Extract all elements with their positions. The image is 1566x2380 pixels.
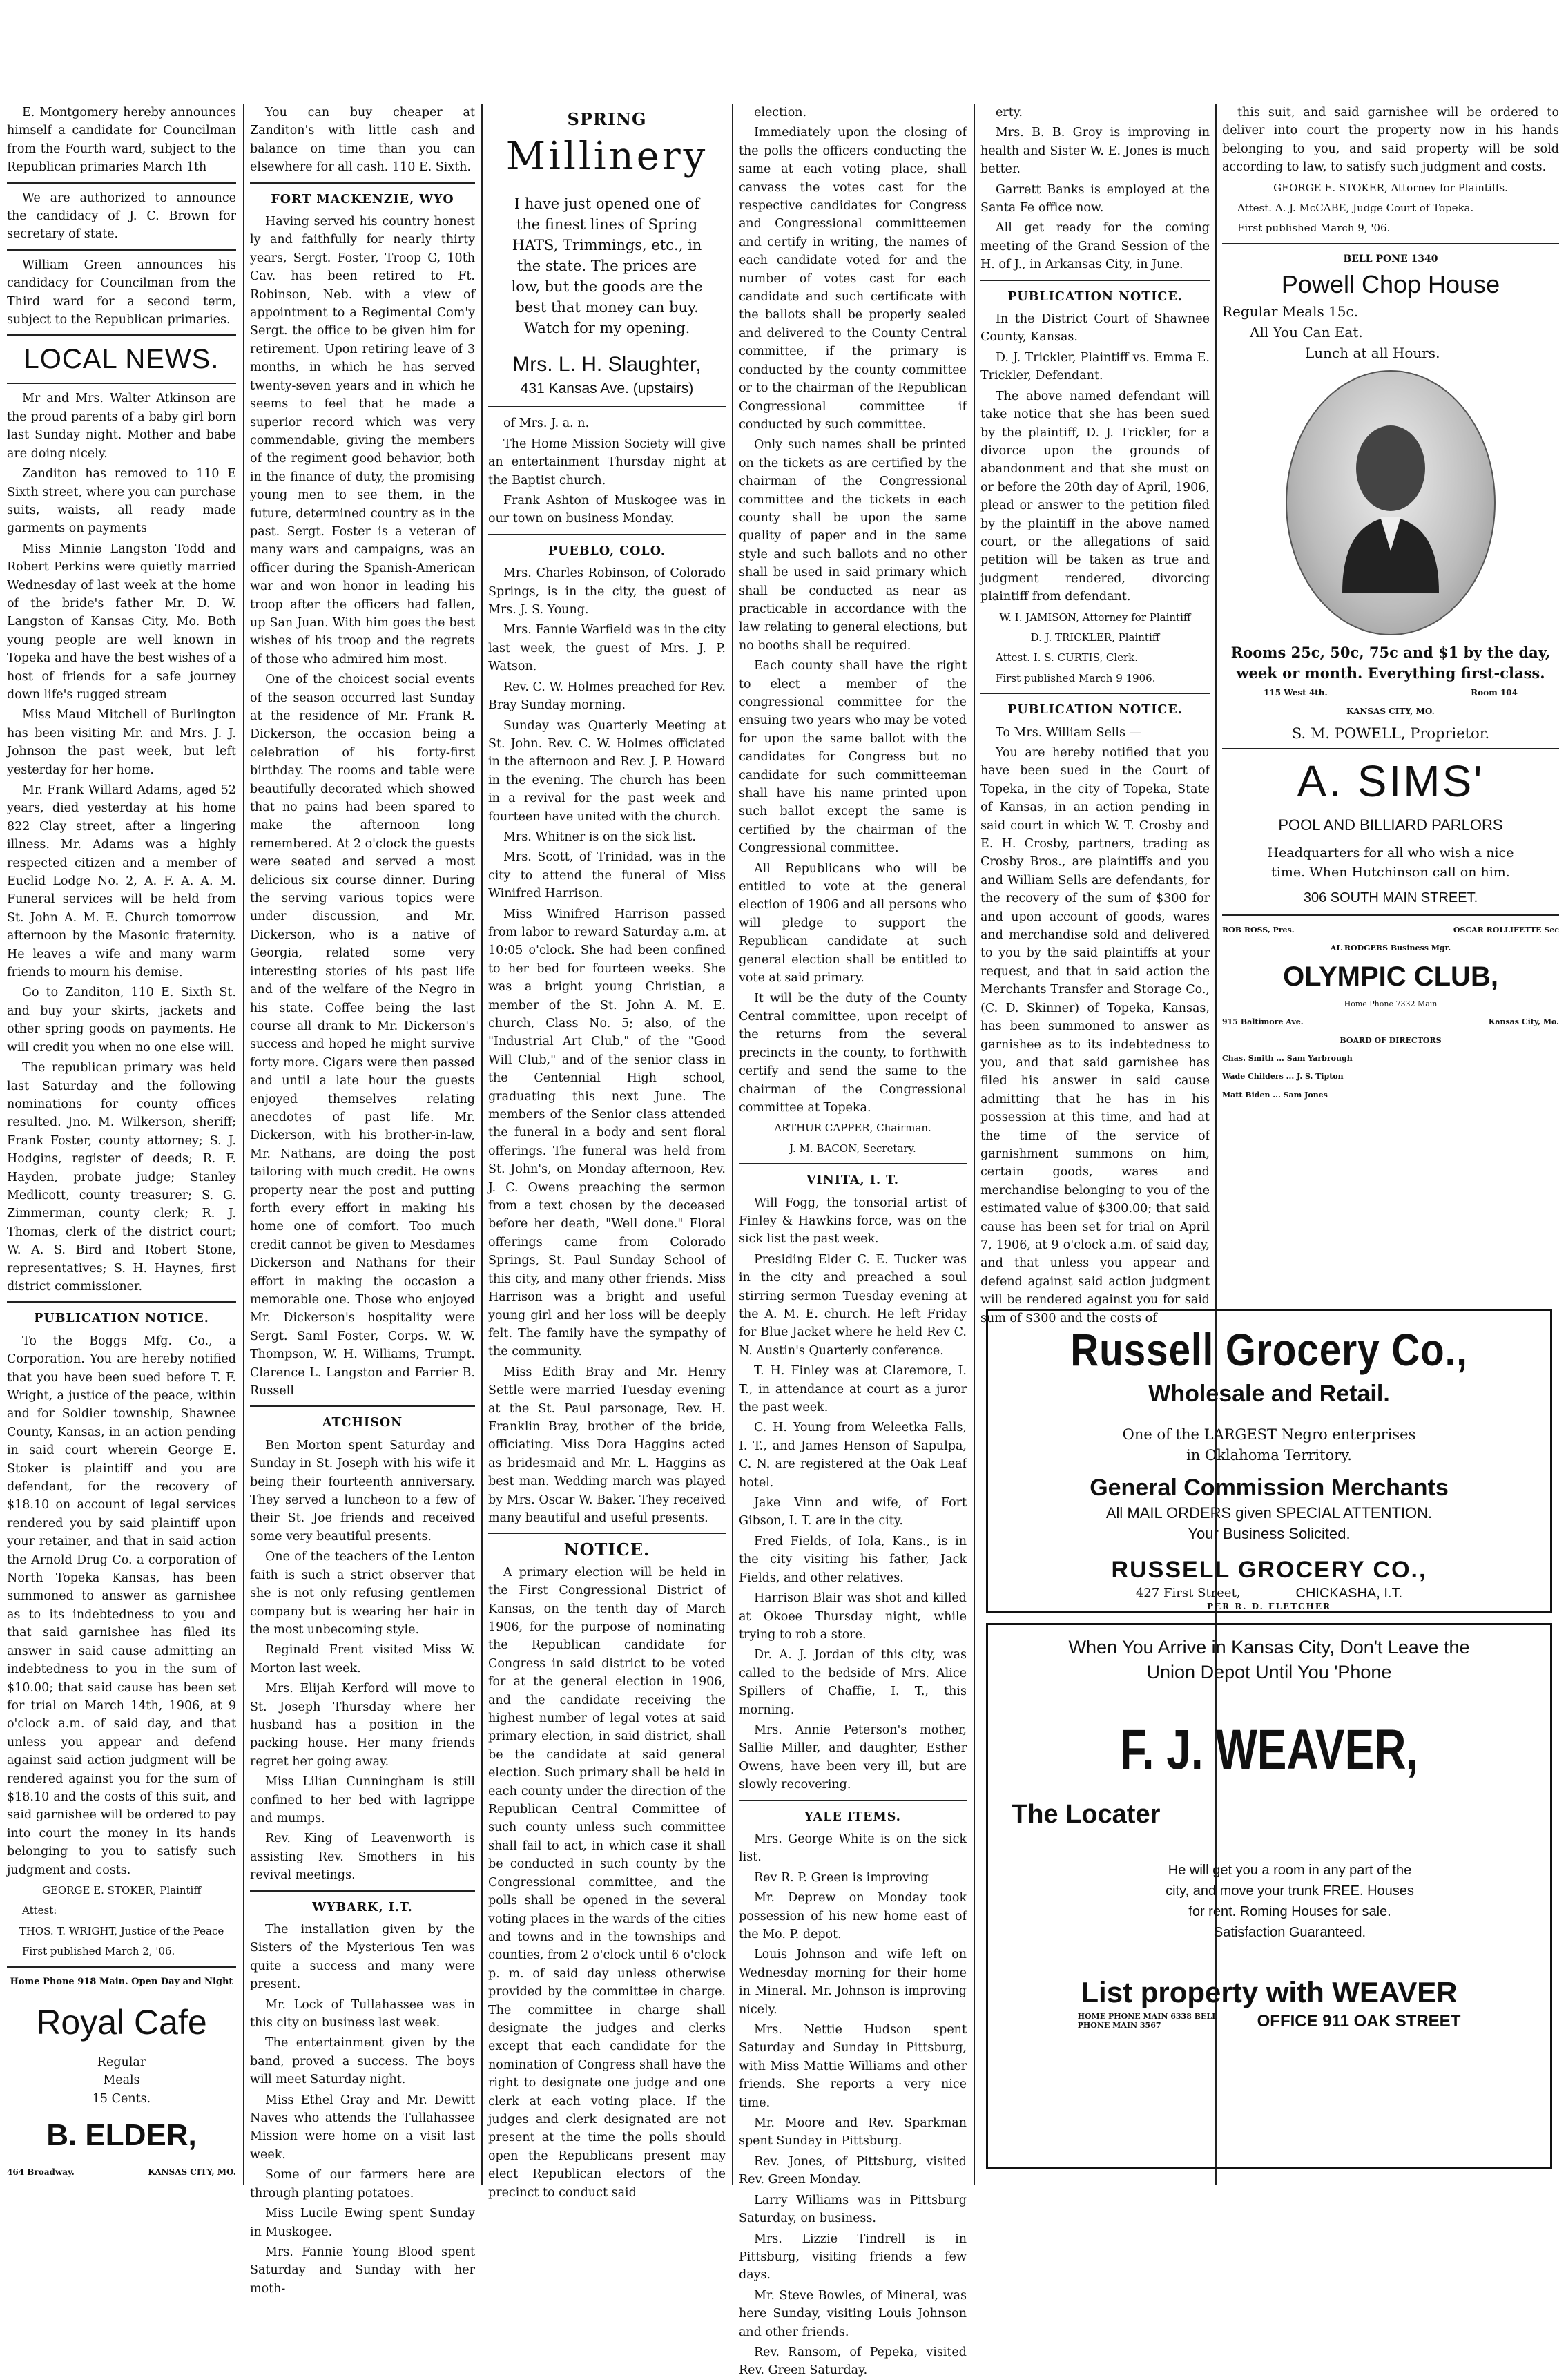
news-item: Miss Lilian Cunningham is still confined to her bed with lagrippe and mumps. [250,1775,475,1825]
sims-body: Headquarters for all who wish a nice time. When Hutchinson call on him. [1267,845,1514,881]
olympic-officer: OSCAR ROLLIFETTE Sec [1453,925,1559,934]
russell-grocery-ad [986,1309,1552,1613]
news-item: Larry Williams was in Pittsburg Saturday, on business. [739,2193,967,2226]
news-item: Mr and Mrs. Walter Atkinson are the proud parents of a baby girl born last Sunday night. Mother and babe are doing nicely. [7,392,236,461]
sims-title: A. SIMS' [1297,756,1485,807]
attest-label: Attest: [22,1904,57,1917]
news-item: Only such names shall be printed on the tickets as are certified by the chairman of the Congressional committee and the tickets in each county shall be upon the same quality of paper and in the same style and such ballots and no other shall be used in said primary which shall be conducted as near as practicable in accordance with the law relating to general elections, but no booths shall be required. [739,438,967,653]
news-item: Mrs. Fannie Young Blood spent Saturday and Sunday with her moth- [250,2245,475,2296]
news-item: Mrs. Fannie Warfield was in the city last week, the guest of Mrs. J. P. Watson. [488,623,726,674]
attest-line: Attest. I. S. CURTIS, Clerk. [996,651,1139,664]
russell-name: RUSSELL GROCERY CO., [1111,1557,1427,1583]
notice-heading: NOTICE. [563,1539,650,1560]
powell-phone: BELL PONE 1340 [1343,253,1438,265]
news-item: Sunday was Quarterly Meeting at St. John. Rev. C. W. Holmes officiated in the afternoon and Rev. J. P. Howard in the evening. The church has been in a revival for the past week and fourteen have united with the church. [488,718,726,824]
column-4 [739,104,967,2378]
powell-rooms: Rooms 25c, 50c, 75c and $1 by the day, week or month. Everything first-class. [1230,644,1551,682]
legal-notice-body: this suit, and said garnishee will be ordered to deliver into court the property now in his hands belonging to you, and said property will be sold according to law, to satisfy such judgment and costs. [1222,106,1559,175]
news-item: erty. [996,106,1023,119]
weaver-tagline: When You Arrive in Kansas City, Don't Leave the Union Depot Until You 'Phone [1068,1637,1470,1682]
section-heading: WYBARK, I.T. [312,1900,413,1914]
sims-subtitle: POOL AND BILLIARD PARLORS [1278,816,1503,834]
news-item: Jake Vinn and wife, of Fort Gibson, I. T. are in the city. [739,1496,967,1528]
news-item: Immediately upon the closing of the polls the officers conducting the same at each voting place, shall canvass the votes cast for the respective candidates for Congress and Congressional committeemen and certify in writing, the names of each candidate voted for and the number of votes cast for each candidate and such certificate with the ballots shall be properly sealed and delivered to the County Central committee, if the primary is conducted by the county committee or to the chairman of the Republican Congressional committee if conducted by such committee. [739,126,967,432]
announcement: William Green announces his candidacy for Councilman from the Third ward for a second term, subject to the Republican primaries. [7,258,236,327]
weaver-name: F. J. WEAVER, [1119,1718,1419,1781]
legal-notice-body: The above named defendant will take notice that she has been sued by the plaintiff, D. J. Trickler, for a divorce upon the grounds of abandonment and that she must on or before the 20th day of April, 1906, plead or answer to the petition filed by the plaintiff in the above named court, or the allegations of said petition will be taken as true and judgment rendered, divorcing plaintiff from defendant. [980,389,1210,604]
portrait-figure [1328,413,1453,593]
russell-line-bold: General Commission Merchants [1090,1475,1449,1501]
weaver-list: List property with WEAVER [1081,1976,1458,2008]
weaver-subtitle: The Locater [1012,1800,1161,1829]
russell-title: Russell Grocery Co., [1070,1324,1468,1375]
column-rule [732,104,733,2185]
russell-line: One of the LARGEST Negro enterprises in Oklahoma Territory. [1122,1426,1416,1463]
royal-cafe-city: KANSAS CITY, MO. [148,2167,236,2178]
olympic-director: Matt Biden ... Sam Jones [1222,1090,1328,1100]
royal-cafe-line: Meals [103,2073,140,2088]
news-item: Mr. Lock of Tullahassee was in this city on business last week. [250,1997,475,2031]
news-item: Rev. C. W. Holmes preached for Rev. Bray Sunday morning. [488,680,726,713]
news-item: C. H. Young from Weleetka Falls, I. T., and James Henson of Sapulpa, C. N. are registered at the Oak Leaf hotel. [739,1421,967,1490]
news-item: The entertainment given by the band, proved a success. The boys will meet Saturday night. [250,2036,475,2087]
news-item: Mr. Moore and Rev. Sparkman spent Sunday in Pittsburg. [739,2116,967,2149]
powell-line: Regular Meals 15c. [1222,303,1359,320]
column-1 [7,104,236,2185]
news-item: Mrs. B. B. Groy is improving in health and Sister W. E. Jones is much better. [980,126,1210,177]
news-item: Will Fogg, the tonsorial artist of Finley & Hawkins force, was on the sick list the past week. [739,1196,967,1247]
signature: GEORGE E. STOKER, Plaintiff [41,1883,202,1897]
russell-city: CHICKASHA, I.T. [1295,1586,1403,1601]
olympic-title: OLYMPIC CLUB, [1283,961,1498,992]
news-item: Harrison Blair was shot and killed at Okoee Thursday night, while trying to rob a store. [739,1591,967,1642]
olympic-address: 915 Baltimore Ave. [1222,1017,1304,1027]
published-date: First published March 9, '06. [1237,222,1391,235]
sims-address: 306 SOUTH MAIN STREET. [1303,890,1478,906]
russell-per: PER R. D. FLETCHER [1206,1602,1332,1611]
powell-city: KANSAS CITY, MO. [1346,706,1435,716]
news-item: The republican primary was held last Saturday and the following nominations for county offices resulted. Jno. M. Wilkerson, sheriff; Frank Foster, county attorney; S. J. Hodgins, register of deeds; R. F. Hayden, probate judge; Stanley Medlicott, county treasurer; S. G. Zimmerman, county clerk; R. J. Thomas, clerk of the district court; W. A. S. Bird and Robert Stone, representatives; S. H. Haynes, first district commissioner. [7,1061,236,1294]
news-item: Miss Maud Mitchell of Burlington has been visiting Mr. and Mrs. J. J. Johnson the past week, but left yesterday for her home. [7,708,236,777]
section-heading: FORT MACKENZIE, WYO [271,192,454,207]
news-item: The installation given by the Sisters of the Mysterious Ten was quite a success and many were present. [250,1923,475,1992]
royal-cafe-line: Regular [97,2055,146,2069]
news-item: Some of our farmers here are through planting potatoes. [250,2168,475,2200]
published-date: First published March 2, '06. [22,1945,175,1958]
russell-subtitle: Wholesale and Retail. [1148,1381,1390,1407]
notice-heading: PUBLICATION NOTICE. [34,1312,209,1326]
news-item: Zanditon has removed to 110 E Sixth street, where you can purchase suits, waists, all ready made garments on payments [7,467,236,536]
ad-name: Mrs. L. H. Slaughter, [512,353,702,376]
news-item: Louis Johnson and wife left on Wednesday morning for their home in Mineral. Mr. Johnson is improving nicely. [739,1948,967,2017]
legal-notice-body: You are hereby notified that you have been sued in the Court of Topeka, in the city of Topeka, State of Kansas, in an action pending in said court in which W. T. Crosby and E. H. Crosby, partners, trading as Crosby Bros., are plaintiffs and you and William Sells are defendants, for the recovery of the sum of $300 for and upon account of goods, wares and merchandise sold and delivered to you by the said plaintiffs at your request, and that in said action the Merchants Transfer and Storage Co., (C. D. Skinner) of Topeka, Kansas, has been summoned to answer as garnishee as to its indebtedness to you, and that said garnishee has filed his answer in said cause admitting that he has in his possession at this time, and had at the time of the service of garnishment summons on him, certain goods, wares and merchandise belonging to you of the estimated value of $300.00; that said cause has been set for trial on April 7, 1906, at 9 o'clock a.m. of said day, and that unless you appear and defend against said action judgment will be rendered against you for said sum of $300 and the costs of [980,746,1210,1325]
news-item: Mr. Steve Bowles, of Mineral, was here Sunday, visiting Louis Johnson and other friends. [739,2288,967,2339]
news-item: Mrs. Lizzie Tindrell is in Pittsburg, visiting friends a few days. [739,2232,967,2283]
ad-title: Millinery [505,134,708,180]
millinery-ad [488,111,726,407]
weaver-ad [986,1623,1552,2169]
powell-room: Room 104 [1471,688,1518,698]
notice-heading: PUBLICATION NOTICE. [1007,289,1183,304]
court-line: In the District Court of Shawnee County, Kansas. [980,312,1210,345]
signature: ARTHUR CAPPER, Chairman. [774,1122,931,1135]
news-item: Reginald Frent visited Miss W. Morton last week. [250,1643,475,1676]
ad-address: 431 Kansas Ave. (upstairs) [520,381,694,397]
section-heading: VINITA, I. T. [806,1173,899,1188]
news-item: Miss Ethel Gray and Mr. Dewitt Naves who attends the Tullahassee Mission were home on a visit last week. [250,2093,475,2162]
section-heading: YALE ITEMS. [804,1810,901,1824]
notice-body: A primary election will be held in the First Congressional District of Kansas, on the tenth day of March 1906, for the purpose of nominating the Republican candidate for Congress in said district to be voted for at the general election in 1906, and the candidate receiving the highest number of legal votes at said primary election, in said district, shall be the candidate at said general election. Such primary shall be held in each county under the direction of the Republican Central Committee of such county unless such committee shall fail to act, in which case it shall be conducted in such county by the Congressional committee, and the polls shall be opened in the several voting places in the wards of the cities and towns and in the townships and counties, from 2 o'clock until 6 o'clock p. m. of said day unless otherwise provided by the committee in charge. The committee in charge shall designate the judges and clerks except that each candidate for the nomination of Congress shall have the right to designate one judge and one clerk at each voting place. If the judges and clerk designated are not present at the time the polls should open the Republicans present may elect Republican electors of the precinct to conduct said [488,1565,726,2200]
weaver-phones: HOME PHONE MAIN 6338 BELL PHONE MAIN 3567 [1077,2012,1217,2030]
russell-address: 427 First Street, [1135,1586,1241,1600]
olympic-officer: ROB ROSS, Pres. [1222,925,1295,934]
olympic-officer: AL RODGERS Business Mgr. [1330,943,1451,953]
news-item: All Republicans who will be entitled to vote at the general election of 1906 and all persons who will pledge to support the Republican candidate at such general election shall be entitled to vote at said primary. [739,861,967,986]
news-item: Mrs. Charles Robinson, of Colorado Springs, is in the city, the guest of Mrs. J. S. Young. [488,566,726,617]
news-item: Frank Ashton of Muskogee was in our town on business Monday. [488,494,726,526]
portrait-image [1286,370,1496,635]
announcement: E. Montgomery hereby announces himself a candidate for Councilman from the Fourth ward, subject to the Republican primaries March 1th [7,106,236,175]
olympic-director: Chas. Smith ... Sam Yarbrough [1222,1053,1353,1063]
section-heading-local-news: LOCAL NEWS. [23,344,220,375]
news-item: Miss Edith Bray and Mr. Henry Settle were married Tuesday evening at the St. Paul parsonage, Rev. H. Franklin Bray, brother of the bride, officiating. Miss Dora Haggins acted as bridesmaid and Mr. L. Haggins as best man. Wedding march was played by Mrs. Oscar W. Baker. They received many beautiful and useful presents. [488,1365,726,1525]
news-item: Having served his country honest ly and faithfully for nearly thirty years, Sergt. Foster, Troop G, 10th Cav. has been retired to Ft. Robinson, Neb. with a view of appointment to a Regimental Com'y Sergt. the office to be given him for retirement. Upon retiring leave of 3 months, in which he has served twenty-seven years and in which he seems to feel that he made a superior record which was very commendable, giving the members of the regiment good behavior, both in the finance of duty, the promising young men to see them, in the future, determined country as in the past. Sergt. Foster is a veteran of many wars and campaigns, was an officer during the Spanish-American war and won honor in leading his troop after the officers had fallen, up San Juan. With him goes the best wishes of his troop and the regrets of those who admired him most. [250,215,475,666]
signature: THOS. T. WRIGHT, Justice of the Peace [19,1924,224,1937]
news-item: Mr. Frank Willard Adams, aged 52 years, died yesterday at his home 822 Clay street, after a lingering illness. Mr. Adams was a highly respected citizen and a member of Euclid Lodge No. 2, A. F. A. A. M. Funeral services will be held from St. John A. M. E. Church tomorrow afternoon by the Masonic fraternity. He leaves a wife and many warm friends to mourn his demise. [7,783,236,980]
news-item: Mrs. Scott, of Trinidad, was in the city to attend the funeral of Miss Winifred Harrison. [488,850,726,901]
ad-body: I have just opened one of the finest lines of Spring HATS, Trimmings, etc., in the state. The prices are low, but the goods are the best that money can buy. Watch for my opening. [511,195,703,337]
notice-addressee: To Mrs. William Sells — [996,725,1142,740]
signature: GEORGE E. STOKER, Attorney for Plaintiffs. [1273,181,1508,194]
royal-cafe-phone: Home Phone 918 Main. Open Day and Night [10,1976,233,1987]
column-2 [250,104,475,2296]
powell-line: All You Can Eat. [1250,324,1363,341]
news-item: Go to Zanditon, 110 E. Sixth St. and buy your skirts, jackets and other spring goods on payments. He will credit you when no one else will. [7,986,236,1055]
powell-title: Powell Chop House [1281,270,1500,299]
news-item: Rev. Ransom, of Pepeka, visited Rev. Green Saturday. [739,2345,967,2378]
news-item: Dr. A. J. Jordan of this city, was called to the bedside of Mrs. Alice Spillers of Chaffie, I. T., this morning. [739,1648,967,1717]
royal-cafe-title: Royal Cafe [36,2003,207,2042]
olympic-phone: Home Phone 7332 Main [1344,999,1438,1008]
news-item: Rev. King of Leavenworth is assisting Rev. Smothers in his revival meetings. [250,1832,475,1883]
column-6 [1222,104,1559,1294]
news-item: Mrs. George White is on the sick list. [739,1832,967,1865]
royal-cafe-address: 464 Broadway. [7,2167,75,2178]
news-item: One of the choicest social events of the season occurred last Sunday at the residence of Mr. Frank R. Dickerson, the occasion being a celebration of his forty-first birthday. The rooms and table were beautifully decorated which showed that no pains had been spared to make the afternoon long remembered. At 2 o'clock the guests were seated and served a most delicious six course dinner. During the serving various topics were under discussion, and Mr. Dickerson, who is a native of Georgia, related some very interesting stories of his past life and of the welfare of the Negro in his state. Coffee being the last course all drank to Mr. Dickerson's success and hoped he might survive forty more. Cigars were then passed and until a late hour the guests enjoyed themselves relating anecdotes of past life. Mr. Dickerson, with his brother-in-law, Mr. Nathans, are doing the post tailoring with much credit. He owns property near the post and putting forth every effort in making his home one of comfort. Too much credit cannot be given to Mesdames Dickerson and Nathans for their effort in making the occasion a memorable one. Those who enjoyed Mr. Dickerson's hospitality were Sergt. Saml Foster, Corps. W. W. Thompson, W. H. Williams, Trumpt. Clarence L. Langston and Farrier B. Russell [250,673,475,1399]
signature: D. J. TRICKLER, Plaintiff [1030,631,1160,644]
ad-kicker: SPRING [567,109,647,129]
signature: W. I. JAMISON, Attorney for Plaintiff [999,611,1191,624]
column-rule [243,104,244,2185]
column-3 [488,104,726,2200]
news-item: Miss Winifred Harrison passed from labor to reward Saturday a.m. at 10:05 o'clock. She had been confined to her bed for fourteen weeks. She was a bright young Christian, a member of the St. John A. M. E. church, Class No. 5; also, of the "Industrial Art Club," of the "Good Will Club," and of the senior class in the Centennial High school, graduating this next June. The members of the Senior class attended the funeral in a body and sent floral offerings. The funeral was held from St. John's, on Monday afternoon, Rev. J. C. Owens preaching the sermon from a text chosen by the deceased before her death, "Well done." Floral offerings came from Colorado Springs, St. Paul Sunday School of this city, and many other friends. Miss Harrison was a bright and useful young girl and her loss will be deeply felt. The family have the sympathy of the community. [488,907,726,1359]
signature: J. M. BACON, Secretary. [789,1142,916,1155]
parties-line: D. J. Trickler, Plaintiff vs. Emma E. Trickler, Defendant. [980,350,1210,383]
news-item: Ben Morton spent Saturday and Sunday in St. Joseph with his wife it being their fourteenth anniversary. They served a luncheon to a few of their St. Joe friends and received some very beautiful presents. [250,1438,475,1544]
powell-line: Lunch at all Hours. [1305,345,1440,362]
news-item: Mrs. Whitner is on the sick list. [503,829,696,844]
royal-cafe-owner: B. ELDER, [46,2118,197,2153]
weaver-body: He will get you a room in any part of the city, and move your trunk FREE. Houses for rent. Roming Houses for sale. Satisfaction Guaranteed. [1166,1863,1414,1940]
news-item: Mrs. Annie Peterson's mother, Sallie Miller, and daughter, Esther Owens, have been very ill, but are slowly recovering. [739,1722,967,1792]
russell-line: All MAIL ORDERS given SPECIAL ATTENTION. Your Business Solicited. [1105,1504,1433,1542]
legal-notice-body: To the Boggs Mfg. Co., a Corporation. You are hereby notified that you have been sued before T. F. Wright, a justice of the peace, within and for Soldier township, Shawnee County, Kansas, in an action pending in said court wherein George E. Stoker is plaintiff and you are defendant, for the recovery of $18.10 on account of legal services rendered you by said plaintiff upon your retainer, and that in said action the Arnold Drug Co. a corporation of North Topeka Kansas, has been summoned to answer as garnishee as to its indebtedness to you and that said garnishee has filed its answer in said cause admitting an indebtedness to you in the sum of $10.00; that said cause has been set for trial on March 14th, 1906, at 9 o'clock a.m. of said day, and that unless you appear and defend against said action judgment will be rendered against you for the sum of $18.10 and the costs of this suit, and said garnishee will be ordered to pay into court the money in its hands belonging to you to satisfy such judgment and costs. [7,1334,236,1877]
news-item: T. H. Finley was at Claremore, I. T., in attendance at court as a juror the past week. [739,1364,967,1415]
news-item: Rev R. P. Green is improving [754,1870,929,1885]
column-rule [974,104,975,2185]
announcement: We are authorized to announce the candidacy of J. C. Brown for secretary of state. [7,191,236,242]
news-item: Each county shall have the right to elect a member of the congressional committee for the ensuing two years who may be voted for upon the same ballot with the candidates for Congress but no candidate for such committeeman shall have his name printed upon such ballot except the same is certified by the chairman of the Congressional committee. [739,659,967,856]
weaver-office: OFFICE 911 OAK STREET [1257,2012,1461,2031]
powell-address: 115 West 4th. [1264,688,1328,698]
news-item: All get ready for the coming meeting of the Grand Session of the H. of J., in Arkansas City, in June. [980,221,1210,272]
powell-proprietor: S. M. POWELL, Proprietor. [1291,725,1490,742]
news-item: Presiding Elder C. E. Tucker was in the city and preached a soul stirring sermon Tuesday evening at the A. M. E. church. He left Friday for Blue Jacket where he held Rev C. N. Austin's Quarterly conference. [739,1252,967,1358]
news-item: The Home Mission Society will give an entertainment Thursday night at the Baptist church. [488,436,726,488]
section-heading: ATCHISON [322,1416,403,1430]
news-item: It will be the duty of the County Central committee, upon receipt of the returns from the several precincts in the county, to forthwith certify and send the same to the chairman of the Congressional committee at Topeka. [739,991,967,1115]
olympic-director: Wade Childers ... J. S. Tipton [1222,1072,1344,1082]
olympic-city: Kansas City, Mo. [1488,1017,1559,1027]
news-item: Garrett Banks is employed at the Santa Fe office now. [980,182,1210,215]
notice-heading: PUBLICATION NOTICE. [1007,703,1183,718]
news-item: Mrs. Elijah Kerford will move to St. Joseph Thursday where her husband has a position in the packing house. Her many friends regret her going away. [250,1682,475,1769]
published-date: First published March 9 1906. [996,671,1156,684]
olympic-board: BOARD OF DIRECTORS [1340,1035,1442,1045]
attest-line: Attest. A. J. McCABE, Judge Court of Topeka. [1237,202,1474,215]
news-item: You can buy cheaper at Zanditon's with little cash and balance on time than you can elsewhere for all cash. 110 E. Sixth. [250,106,475,175]
news-item: Miss Lucile Ewing spent Sunday in Muskogee. [250,2207,475,2239]
news-item: of Mrs. J. a. n. [503,416,590,431]
column-rule [481,104,483,2185]
royal-cafe-line: 15 Cents. [92,2091,151,2106]
news-item: Fred Fields, of Iola, Kans., is in the city visiting his father, Jack Fields, and other relatives. [739,1534,967,1585]
news-item: One of the teachers of the Lenton faith is such a strict observer that she is not only refusing gentlemen company but is wearing her hair in the most unbecoming style. [250,1550,475,1637]
news-item: Miss Minnie Langston Todd and Robert Perkins were quietly married Wednesday of last week at the home of the bride's father Mr. D. W. Langston of Kansas City, Mo. Both young people are well known in Topeka and have the best wishes of a host of friends for a safe journey down life's rugged stream [7,541,236,702]
section-heading: PUEBLO, COLO. [548,544,666,558]
news-item: Mrs. Nettie Hudson spent Saturday and Sunday in Pittsburg, with Miss Mattie Williams and other friends. She reports a very nice time. [739,2023,967,2110]
news-item: election. [754,106,807,119]
news-item: Rev. Jones, of Pittsburg, visited Rev. Green Monday. [739,2154,967,2187]
column-5 [980,104,1210,1325]
news-item: Mr. Deprew on Monday took possession of his new home east of the Mo. P. depot. [739,1891,967,1941]
